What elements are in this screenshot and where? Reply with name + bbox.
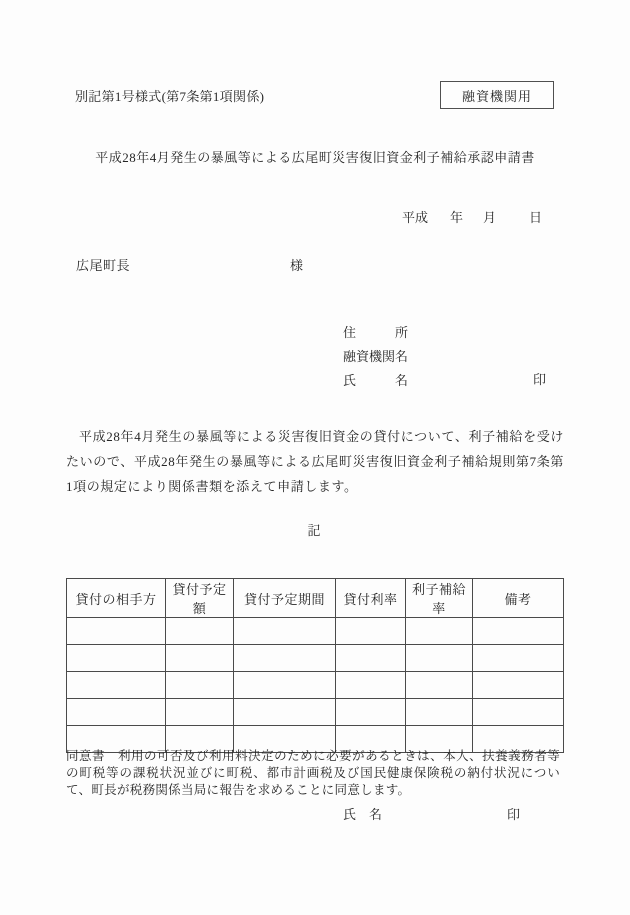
consent-name-label: 氏 名	[343, 807, 383, 822]
table-cell	[67, 699, 166, 726]
col-header-interest-rate: 貸付利率	[336, 579, 406, 618]
table-cell	[406, 672, 473, 699]
table-cell	[473, 645, 564, 672]
date-month-label: 月	[483, 210, 497, 225]
applicant-seal-label: 印	[533, 372, 547, 387]
table-cell	[166, 699, 234, 726]
date-day-label: 日	[529, 210, 543, 225]
col-header-subsidy-rate: 利子補給率	[406, 579, 473, 618]
consent-seal-label: 印	[507, 807, 521, 822]
col-header-remarks: 備考	[473, 579, 564, 618]
date-line	[402, 207, 542, 226]
table-cell	[234, 672, 336, 699]
table-cell	[406, 699, 473, 726]
col-header-planned-amount: 貸付予定額	[166, 579, 234, 618]
date-era-label: 平成	[402, 210, 429, 225]
table-cell	[336, 618, 406, 645]
table-cell	[406, 618, 473, 645]
table-row	[67, 699, 564, 726]
table-cell	[166, 645, 234, 672]
table-cell	[473, 672, 564, 699]
table-cell	[67, 645, 166, 672]
loan-table-header	[67, 579, 564, 618]
table-cell	[166, 618, 234, 645]
application-body-paragraph: 平成28年4月発生の暴風等による災害復旧資金の貸付について、利子補給を受けたいので、平成28年発生の暴風等による広尾町災害復旧資金利子補給規則第7条第1項の規定により関係書類を添えて申請します。	[66, 429, 564, 494]
table-cell	[234, 699, 336, 726]
table-cell	[336, 699, 406, 726]
loan-table-header-row	[67, 579, 564, 618]
loan-details-table	[66, 578, 564, 753]
table-row	[67, 618, 564, 645]
applicant-institution-label: 融資機関名	[343, 349, 409, 364]
table-cell	[336, 645, 406, 672]
table-cell	[166, 672, 234, 699]
loan-table-body	[67, 618, 564, 753]
section-mark: 記	[307, 523, 323, 538]
table-cell	[473, 699, 564, 726]
recipient-name: 広尾町長	[76, 258, 131, 273]
table-cell	[67, 618, 166, 645]
date-year-label: 年	[450, 210, 464, 225]
consent-paragraph: 同意書 利用の可否及び利用料決定のために必要があるときは、本人、扶養義務者等の町税等の課税状況並びに町税、都市計画税及び国民健康保険税の納付状況について、町長が税務関係当局に報告を求めることに同意します。	[66, 749, 560, 797]
table-cell	[234, 645, 336, 672]
applicant-name-label: 氏 名	[343, 373, 409, 388]
recipient-honorific: 様	[290, 258, 304, 273]
usage-designation-label: 融資機関用	[461, 88, 532, 104]
usage-designation-box	[440, 81, 554, 109]
form-number: 別記第1号様式(第7条第1項関係)	[75, 89, 265, 104]
table-cell	[234, 618, 336, 645]
col-header-borrower: 貸付の相手方	[67, 579, 166, 618]
col-header-planned-period: 貸付予定期間	[234, 579, 336, 618]
table-cell	[473, 618, 564, 645]
table-cell	[67, 672, 166, 699]
table-cell	[406, 645, 473, 672]
table-row	[67, 645, 564, 672]
document-title: 平成28年4月発生の暴風等による広尾町災害復旧資金利子補給承認申請書	[95, 150, 535, 165]
applicant-address-label: 住 所	[343, 325, 409, 340]
table-cell	[336, 672, 406, 699]
table-row	[67, 672, 564, 699]
